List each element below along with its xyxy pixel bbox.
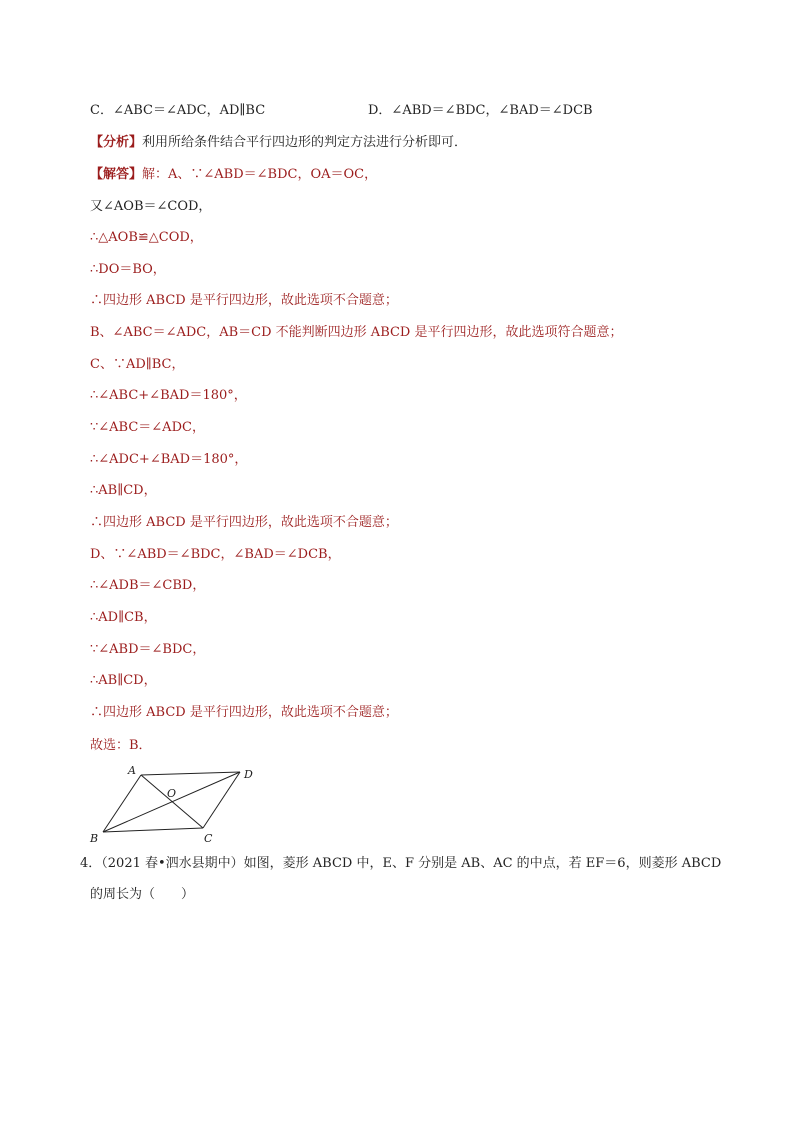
side-bc — [103, 828, 203, 832]
label-a: A — [128, 764, 136, 777]
question-4-line-1: 4．（2021 春•泗水县期中）如图，菱形 ABCD 中，E、F 分别是 AB、AC 的中点，若 EF＝6，则菱形 ABCD — [80, 856, 722, 871]
solution-line-12: D、∵∠ABD＝∠BDC，∠BAD＝∠DCB， — [90, 547, 341, 562]
solution-line-17: ∴四边形 ABCD 是平行四边形，故此选项不合题意； — [90, 705, 398, 720]
solution-line-11: ∴四边形 ABCD 是平行四边形，故此选项不合题意； — [90, 515, 398, 530]
option-d: D．∠ABD＝∠BDC，∠BAD＝∠DCB — [368, 103, 593, 118]
solution-line-10: ∴AB∥CD， — [90, 483, 157, 498]
solution-line-2: ∴△AOB≌△COD， — [90, 230, 203, 245]
solution-line-4: ∴四边形 ABCD 是平行四边形，故此选项不合题意； — [90, 293, 398, 308]
solution-tag: 【解答】 — [90, 167, 143, 182]
solution-line-9: ∴∠ADC+∠BAD＝180°， — [90, 452, 248, 467]
solution-line-16: ∴AB∥CD， — [90, 673, 157, 688]
solution-line-13: ∴∠ADB＝∠CBD， — [90, 578, 206, 593]
solution-line-5: B、∠ABC＝∠ADC，AB＝CD 不能判断四边形 ABCD 是平行四边形，故此选项符合题意； — [90, 325, 623, 340]
solution-line-14: ∴AD∥CB， — [90, 610, 157, 625]
label-c: C — [204, 832, 213, 845]
option-c: C．∠ABC＝∠ADC，AD∥BC — [90, 103, 266, 118]
solution-line-15: ∵∠ABD＝∠BDC， — [90, 642, 206, 657]
solution-answer: 故选：B． — [90, 738, 152, 753]
solution-line-7: ∴∠ABC+∠BAD＝180°， — [90, 388, 247, 403]
solution-line-3: ∴DO＝BO， — [90, 262, 166, 277]
analysis-line — [90, 134, 467, 152]
solution-line-8: ∵∠ABC＝∠ADC， — [90, 420, 205, 435]
label-b: B — [90, 832, 99, 845]
solution-line-1: 又∠AOB＝∠COD， — [90, 199, 212, 214]
side-ad — [141, 772, 240, 775]
analysis-tag: 【分析】 — [90, 135, 143, 150]
parallelogram-figure — [88, 762, 268, 850]
label-d: D — [244, 768, 253, 781]
label-o: O — [167, 787, 177, 800]
question-4-line-2: 的周长为（ ） — [90, 887, 195, 902]
solution-line-6: C、∵AD∥BC， — [90, 357, 185, 372]
analysis-text: 利用所给条件结合平行四边形的判定方法进行分析即可． — [142, 135, 468, 150]
solution-line-0 — [90, 166, 377, 184]
solution-text: 解：A、∵∠ABD＝∠BDC，OA＝OC， — [142, 167, 378, 182]
